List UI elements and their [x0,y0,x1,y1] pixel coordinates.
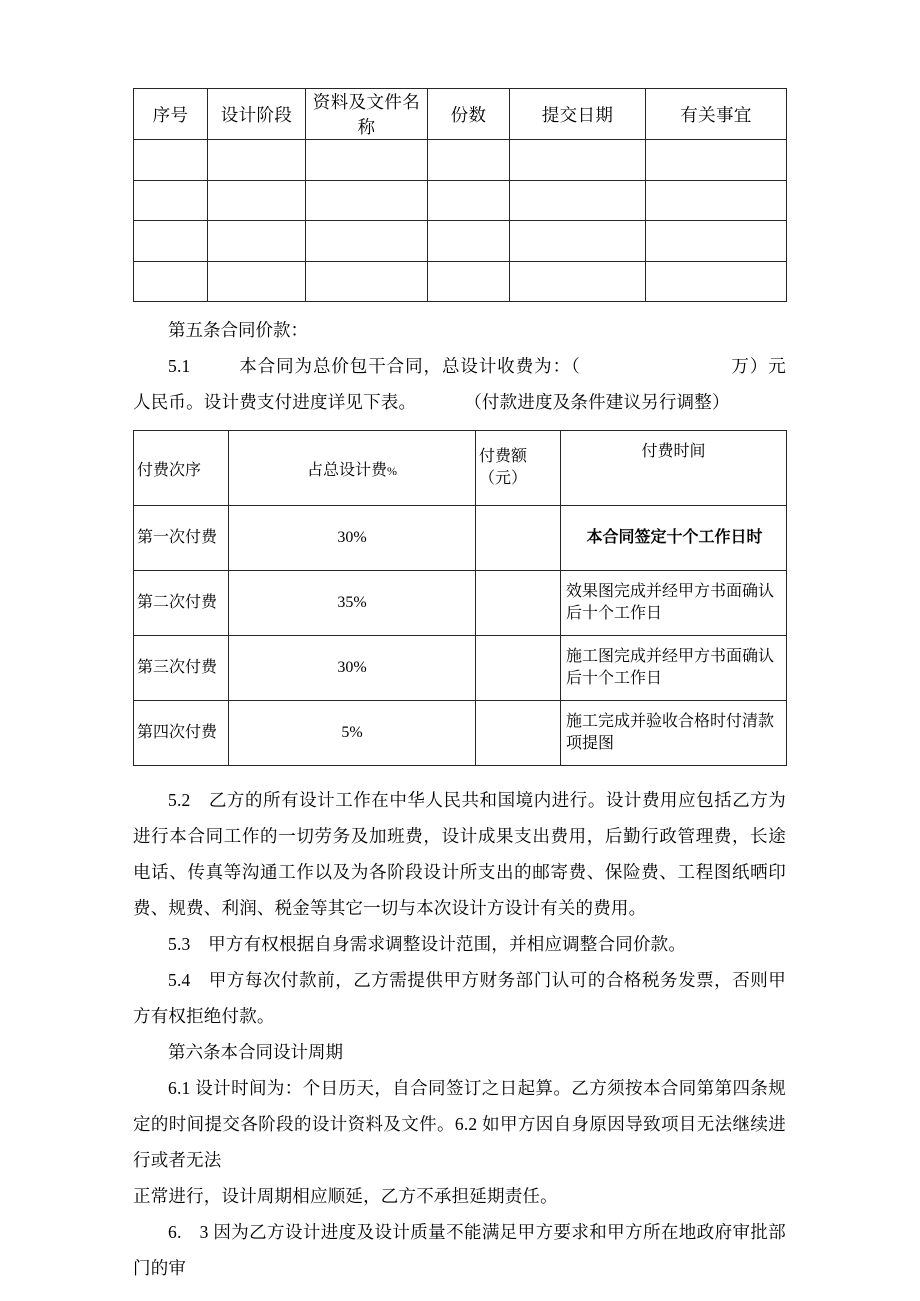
column-header-submitdate: 提交日期 [510,89,646,140]
table-cell[interactable] [646,261,787,302]
table-cell[interactable] [428,140,510,181]
clause-5-3: 5.3 甲方有权根据自身需求调整设计范围，并相应调整合同价款。 [168,934,687,954]
table-cell[interactable] [134,140,208,181]
table-row [134,180,787,221]
payment-time-cell: 效果图完成并经甲方书面确认后十个工作日 [561,571,787,636]
table-cell[interactable] [134,180,208,221]
payment-percent-cell: 30% [229,636,476,701]
table-cell[interactable] [306,221,428,262]
table-cell[interactable] [428,221,510,262]
amount-header-line1: 付费额 [479,448,528,466]
table-cell[interactable] [510,261,646,302]
table-cell[interactable] [208,180,306,221]
clause-6-3: 6. 3 因为乙方设计进度及设计质量不能满足甲方要求和甲方所在地政府审批部门的审 [133,1222,786,1278]
clause-5-2: 5.2 乙方的所有设计工作在中华人民共和国境内进行。设计费用应包括乙方为进行本合同工作的一切劳务及加班费，设计成果支出费用，后勤行政管理费，长途电话、传真等沟通工作以及为各阶段设计所支出的邮寄费、保险费、工程图纸晒印费、规费、利润、税金等其它一切与本次设计方设计有关的费用。 [133,790,786,918]
column-header-payment-amount [476,431,561,506]
payment-percent-cell: 5% [229,701,476,766]
table-cell[interactable] [306,180,428,221]
table-cell[interactable] [306,140,428,181]
clause-6-1-continued: 正常进行，设计周期相应顺延，乙方不承担延期责任。 [133,1186,558,1206]
payment-sequence-cell: 第三次付费 [134,636,229,701]
table-cell[interactable] [306,261,428,302]
table-cell[interactable] [428,261,510,302]
column-header-percent-of-total [229,431,476,506]
table-cell[interactable] [208,140,306,181]
table-header-row [134,89,787,140]
percent-sign: % [387,463,397,478]
clause-5-1 [133,348,786,420]
section5-heading: 第五条合同价款： [168,320,308,340]
table-row [134,571,787,636]
table-cell[interactable] [510,180,646,221]
table-cell[interactable] [510,221,646,262]
table-cell[interactable] [134,221,208,262]
table-row [134,140,787,181]
payment-time-cell: 本合同签定十个工作日时 [561,506,787,571]
section6-heading: 第六条本合同设计周期 [168,1042,343,1062]
payment-amount-cell[interactable] [476,636,561,701]
table-cell[interactable] [510,140,646,181]
design-stage-deliverables-table [133,88,787,302]
payment-amount-cell[interactable] [476,506,561,571]
column-header-stage: 设计阶段 [208,89,306,140]
column-header-seq: 序号 [134,89,208,140]
table-row [134,701,787,766]
table-cell[interactable] [646,180,787,221]
table-header-row [134,431,787,506]
clause-5-1-number: 5.1 [168,356,191,376]
spacer [133,766,786,782]
table-row [134,506,787,571]
payment-time-cell: 施工图完成并经甲方书面确认后十个工作日 [561,636,787,701]
column-header-docname: 资料及文件名称 [306,89,428,140]
payment-schedule-table [133,430,787,766]
payment-amount-cell[interactable] [476,571,561,636]
table-cell[interactable] [134,261,208,302]
table-row [134,261,787,302]
table-cell[interactable] [428,180,510,221]
payment-sequence-cell: 第二次付费 [134,571,229,636]
spacer [133,420,786,430]
clause-5-4: 5.4 甲方每次付款前，乙方需提供甲方财务部门认可的合格税务发票，否则甲方有权拒绝付款。 [133,970,786,1026]
table-cell[interactable] [646,140,787,181]
clause-5-1-text-b: 万）元人民币。设计费支付进度详见下表。 [133,356,786,412]
column-header-payment-time: 付费时间 [561,431,787,506]
clause-6-1: 6.1 设计时间为：个日历天，自合同签订之日起算。乙方须按本合同第第四条规定的时间提交各阶段的设计资料及文件。6.2 如甲方因自身原因导致项目无法继续进行或者无法 [133,1078,786,1170]
column-header-remarks: 有关事宜 [646,89,787,140]
table-row [134,221,787,262]
table-cell[interactable] [646,221,787,262]
clause-5-1-note: （付款进度及条件建议另行调整） [464,392,730,412]
column-header-copies: 份数 [428,89,510,140]
table-cell[interactable] [208,221,306,262]
payment-time-cell: 施工完成并验收合格时付清款项提图 [561,701,787,766]
clause-5-1-text-a: 本合同为总价包干合同，总设计收费为：（ [238,356,581,376]
amount-header-line2: （元） [479,470,528,487]
payment-percent-cell: 35% [229,571,476,636]
payment-amount-cell[interactable] [476,701,561,766]
column-header-payment-sequence: 付费次序 [134,431,229,506]
payment-sequence-cell: 第四次付费 [134,701,229,766]
payment-sequence-cell: 第一次付费 [134,506,229,571]
table-cell[interactable] [208,261,306,302]
document-content [133,88,786,1286]
percent-header-label: 占总设计费 [306,461,387,479]
payment-percent-cell: 30% [229,506,476,571]
table-row [134,636,787,701]
spacer [133,302,786,312]
